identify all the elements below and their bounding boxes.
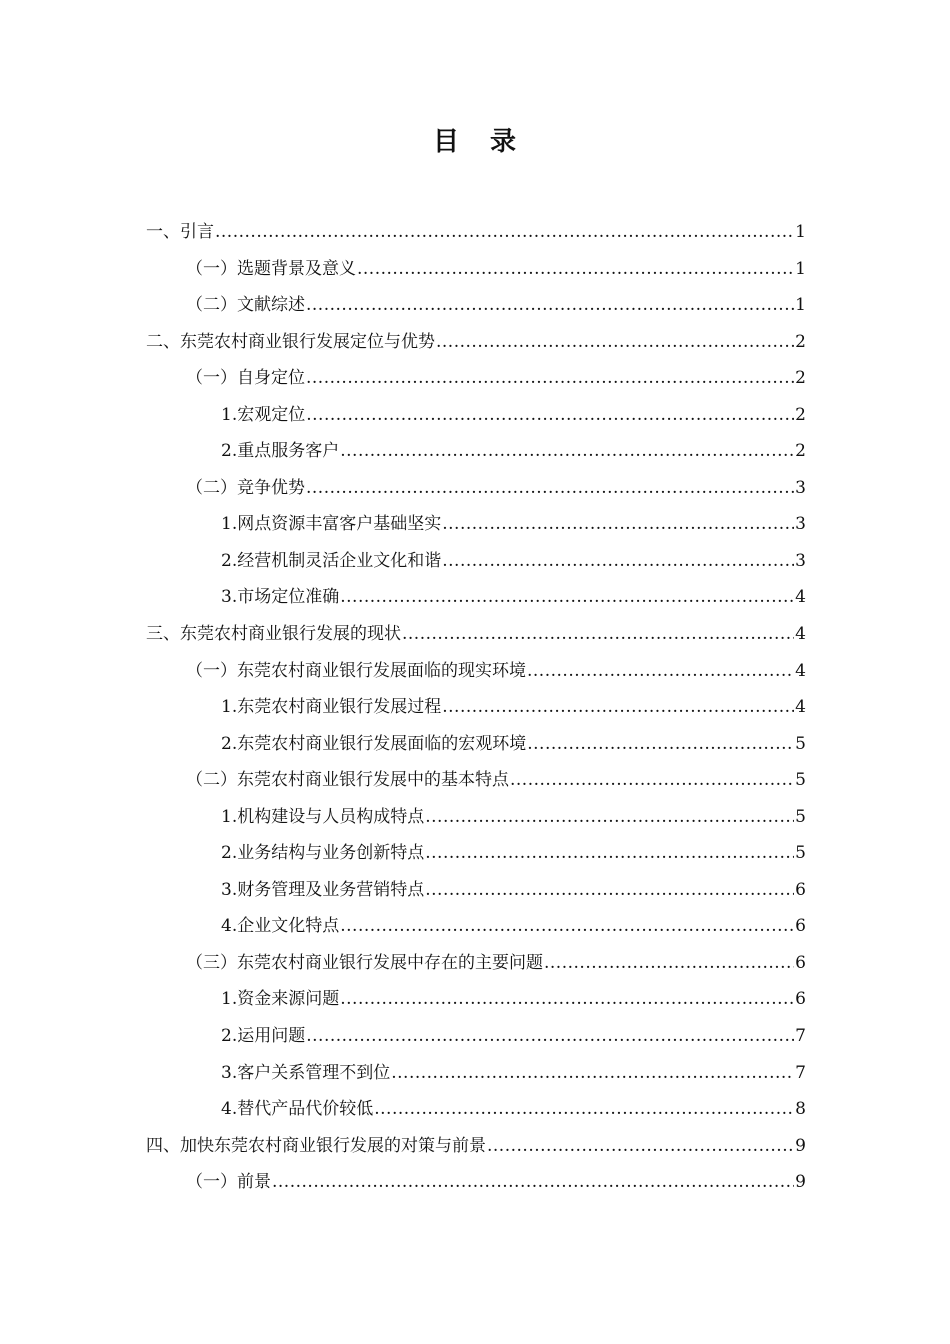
dot-leader [527, 653, 794, 689]
toc-entry-text: 1.宏观定位 [221, 404, 306, 425]
toc-entry[interactable] [146, 835, 806, 872]
dot-leader [306, 287, 794, 323]
toc-entry-text: （三）东莞农村商业银行发展中存在的主要问题 [186, 952, 543, 973]
dot-leader [306, 470, 794, 506]
dot-leader [391, 1055, 794, 1091]
toc-entry-text: 4.企业文化特点 [221, 916, 340, 937]
toc-entry-text: 1.资金来源问题 [221, 989, 340, 1010]
toc-entry[interactable] [146, 360, 806, 397]
toc-entry-text: （一）前景 [186, 1172, 271, 1193]
toc-entry-page: 7 [795, 1062, 806, 1083]
toc-entry-page: 5 [795, 843, 806, 864]
toc-entry-page: 2 [795, 368, 806, 389]
toc-entry-text: （一）选题背景及意义 [186, 258, 356, 279]
toc-entry-text: （一）东莞农村商业银行发展面临的现实环境 [186, 660, 526, 681]
toc-entry-page: 2 [795, 404, 806, 425]
toc-entry[interactable] [146, 397, 806, 434]
toc-entry-page: 6 [795, 989, 806, 1010]
dot-leader [544, 945, 794, 981]
toc-entry[interactable] [146, 324, 806, 361]
dot-leader [436, 324, 794, 360]
toc-entry[interactable] [146, 872, 806, 909]
toc-entry[interactable] [146, 506, 806, 543]
dot-leader [442, 506, 794, 542]
toc-entry-text: （二）竞争优势 [186, 477, 305, 498]
toc-entry-page: 9 [795, 1172, 806, 1193]
toc-entry-text: 2.运用问题 [221, 1026, 306, 1047]
dot-leader [215, 214, 794, 250]
toc-entry-text: 1.网点资源丰富客户基础坚实 [221, 514, 442, 535]
dot-leader [306, 397, 794, 433]
toc-entry-page: 8 [795, 1099, 806, 1120]
toc-entry-page: 2 [795, 331, 806, 352]
toc-entry[interactable] [146, 653, 806, 690]
table-of-contents [146, 214, 806, 1201]
toc-entry-page: 9 [795, 1135, 806, 1156]
toc-entry-text: 1.机构建设与人员构成特点 [221, 806, 425, 827]
toc-entry-page: 5 [795, 733, 806, 754]
dot-leader [340, 981, 794, 1017]
dot-leader [374, 1091, 794, 1127]
dot-leader [527, 726, 794, 762]
toc-title-char-1: 目 [432, 127, 460, 157]
toc-entry-text: 4.替代产品代价较低 [221, 1099, 374, 1120]
toc-entry-page: 6 [795, 916, 806, 937]
toc-entry[interactable] [146, 726, 806, 763]
toc-entry-page: 3 [795, 550, 806, 571]
toc-entry-text: （二）东莞农村商业银行发展中的基本特点 [186, 770, 509, 791]
toc-entry[interactable] [146, 1055, 806, 1092]
dot-leader [306, 360, 794, 396]
toc-title-char-2: 录 [490, 127, 518, 157]
toc-entry-text: 2.业务结构与业务创新特点 [221, 843, 425, 864]
toc-entry[interactable] [146, 579, 806, 616]
toc-entry-page: 1 [795, 222, 806, 242]
toc-entry-page: 1 [795, 295, 806, 316]
toc-entry[interactable] [146, 908, 806, 945]
toc-entry-page: 4 [795, 587, 806, 608]
toc-entry[interactable] [146, 981, 806, 1018]
toc-entry[interactable] [146, 1128, 806, 1165]
toc-entry-text: 2.经营机制灵活企业文化和谐 [221, 550, 442, 571]
toc-entry[interactable] [146, 214, 806, 251]
toc-entry-page: 4 [795, 697, 806, 718]
dot-leader [340, 908, 794, 944]
dot-leader [306, 1018, 794, 1054]
dot-leader [272, 1164, 794, 1200]
toc-entry-text: 四、加快东莞农村商业银行发展的对策与前景 [146, 1135, 486, 1156]
toc-entry-text: （一）自身定位 [186, 368, 305, 389]
toc-entry[interactable] [146, 1091, 806, 1128]
dot-leader [340, 579, 794, 615]
toc-entry-page: 3 [795, 477, 806, 498]
toc-entry-page: 3 [795, 514, 806, 535]
toc-entry-page: 1 [795, 258, 806, 279]
toc-title [0, 122, 950, 162]
toc-entry[interactable] [146, 1018, 806, 1055]
toc-entry-page: 2 [795, 441, 806, 462]
toc-entry-page: 5 [795, 806, 806, 827]
toc-entry-text: 2.东莞农村商业银行发展面临的宏观环境 [221, 733, 527, 754]
toc-entry-page: 7 [795, 1026, 806, 1047]
dot-leader [425, 835, 794, 871]
dot-leader [425, 872, 794, 908]
dot-leader [487, 1128, 794, 1164]
toc-entry[interactable] [146, 616, 806, 653]
toc-entry-text: 1.东莞农村商业银行发展过程 [221, 697, 442, 718]
dot-leader [442, 543, 794, 579]
toc-entry-text: 3.客户关系管理不到位 [221, 1062, 391, 1083]
toc-entry[interactable] [146, 543, 806, 580]
dot-leader [425, 799, 794, 835]
dot-leader [357, 251, 794, 287]
toc-entry[interactable] [146, 762, 806, 799]
toc-entry[interactable] [146, 470, 806, 507]
toc-entry-text: 三、东莞农村商业银行发展的现状 [146, 624, 401, 645]
dot-leader [510, 762, 794, 798]
toc-entry-text: （二）文献综述 [186, 295, 305, 316]
toc-entry[interactable] [146, 433, 806, 470]
toc-entry-page: 5 [795, 770, 806, 791]
toc-entry-page: 4 [795, 624, 806, 645]
dot-leader [340, 433, 794, 469]
toc-entry-text: 二、东莞农村商业银行发展定位与优势 [146, 331, 435, 352]
toc-entry[interactable] [146, 287, 806, 324]
toc-entry[interactable] [146, 689, 806, 726]
toc-entry[interactable] [146, 1164, 806, 1201]
dot-leader [402, 616, 794, 652]
toc-entry-text: 一、引言 [146, 222, 214, 242]
toc-entry[interactable] [146, 251, 806, 288]
toc-entry-text: 3.财务管理及业务营销特点 [221, 879, 425, 900]
toc-entry-page: 6 [795, 952, 806, 973]
toc-entry-page: 6 [795, 879, 806, 900]
toc-entry-page: 4 [795, 660, 806, 681]
toc-entry-text: 3.市场定位准确 [221, 587, 340, 608]
toc-entry-text: 2.重点服务客户 [221, 441, 340, 462]
toc-entry[interactable] [146, 799, 806, 836]
dot-leader [442, 689, 794, 725]
toc-entry[interactable] [146, 945, 806, 982]
